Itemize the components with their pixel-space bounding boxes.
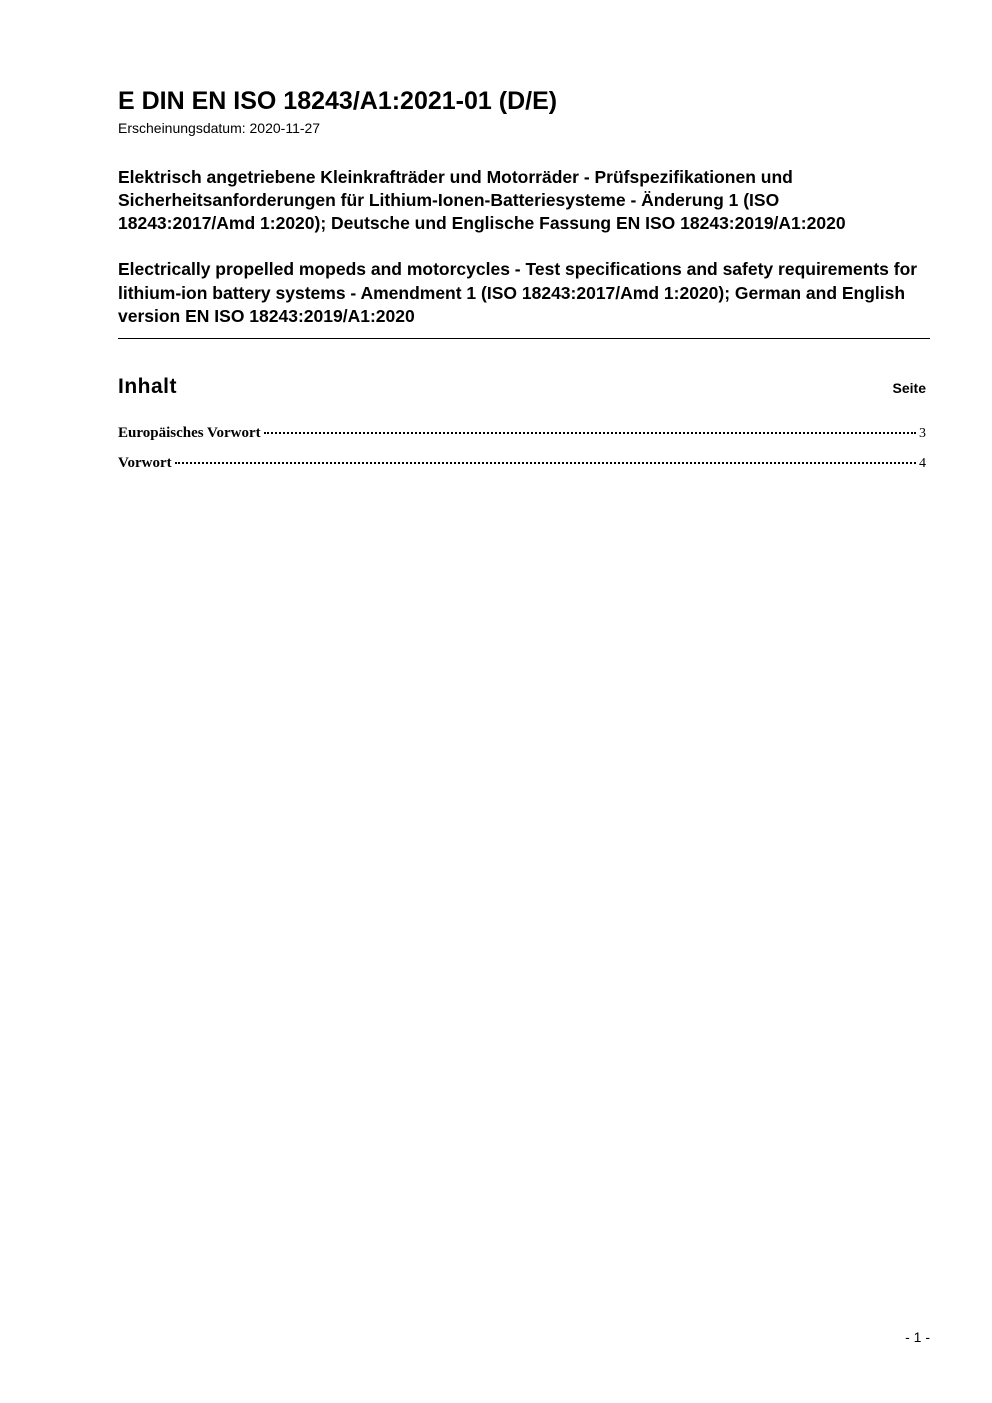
divider-line (118, 338, 930, 339)
toc-entry-page-number: 4 (919, 456, 926, 472)
toc-header (118, 375, 926, 399)
toc-entry-europaeisches-vorwort[interactable] (118, 425, 926, 442)
toc-list (118, 425, 926, 472)
toc-heading: Inhalt (118, 375, 177, 399)
document-title-english: Electrically propelled mopeds and motorcycles - Test specifications and safety requirements for lithium-ion battery systems - Amendment 1 (ISO 18243:2017/Amd 1:2020); German and English version EN ISO 18243:2019/A1:2020 (118, 259, 918, 326)
dotted-leader (264, 432, 916, 434)
toc-entry-page-number: 3 (919, 426, 926, 442)
toc-entry-label: Vorwort (118, 455, 172, 472)
toc-entry-vorwort[interactable] (118, 455, 926, 472)
document-number-title: E DIN EN ISO 18243/A1:2021-01 (D/E) (118, 87, 558, 115)
dotted-leader (175, 462, 916, 464)
page-number: - 1 - (905, 1329, 930, 1345)
toc-page-column-label: Seite (892, 380, 926, 397)
release-date-line: Erscheinungsdatum: 2020-11-27 (118, 119, 321, 136)
document-title-german: Elektrisch angetriebene Kleinkrafträder und Motorräder - Prüfspezifikationen und Sicherheitsanforderungen für Lithium-Ionen-Batteriesysteme - Änderung 1 (ISO 18243:2017/Amd 1:2020); Deutsche und Englische Fassung EN ISO 18243:2019/A1:2020 (118, 166, 846, 234)
toc-entry-label: Europäisches Vorwort (118, 425, 261, 442)
